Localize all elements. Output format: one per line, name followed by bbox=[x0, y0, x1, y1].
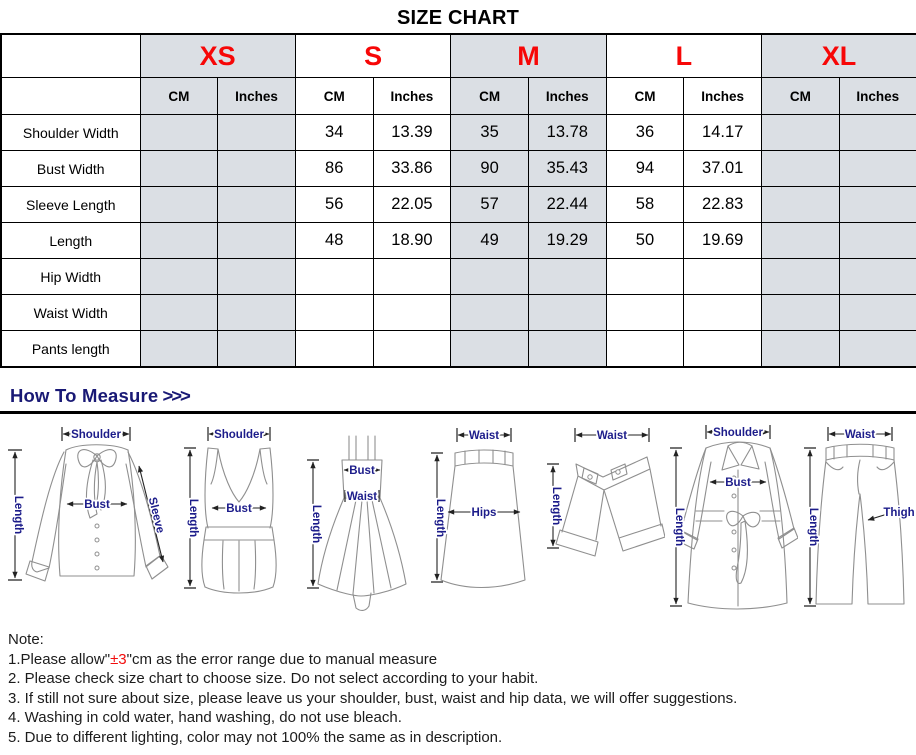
size-value-cell bbox=[140, 331, 218, 368]
measure-label-bust: Bust bbox=[349, 465, 376, 477]
note-text: "cm as the error range due to manual measure bbox=[126, 650, 438, 668]
note-line bbox=[8, 669, 916, 689]
shorts-diagram bbox=[539, 420, 665, 620]
blouse-diagram bbox=[0, 420, 176, 620]
size-value-cell: 14.17 bbox=[684, 115, 762, 151]
size-value-cell bbox=[684, 331, 762, 368]
size-column-header-xl: XL bbox=[762, 34, 916, 78]
measure-label-sleeve: Sleeve bbox=[145, 496, 167, 535]
skirt-measure-lines bbox=[431, 428, 520, 582]
size-value-cell: 86 bbox=[295, 151, 373, 187]
size-column-header-xs: XS bbox=[140, 34, 295, 78]
size-value-cell: 18.90 bbox=[373, 223, 451, 259]
size-value-cell: 13.39 bbox=[373, 115, 451, 151]
unit-header-cm: CM bbox=[140, 78, 218, 115]
measure-label-length: Length bbox=[310, 504, 323, 544]
note-line bbox=[8, 708, 916, 728]
measure-label-length: Length bbox=[673, 507, 686, 547]
size-value-cell: 35.43 bbox=[528, 151, 606, 187]
coat-diagram bbox=[666, 420, 798, 620]
blouse-outline bbox=[26, 445, 168, 581]
size-column-header-s: S bbox=[295, 34, 450, 78]
page-title: SIZE CHART bbox=[397, 7, 519, 29]
row-label: Waist Width bbox=[1, 295, 140, 331]
note-text: 3. If still not sure about size, please leave us your shoulder, bust, waist and hip data, we will offer suggestions. bbox=[8, 689, 738, 707]
row-label: Hip Width bbox=[1, 259, 140, 295]
corner-cell bbox=[1, 34, 140, 78]
row-label: Length bbox=[1, 223, 140, 259]
size-value-cell bbox=[606, 331, 684, 368]
unit-header-cm: CM bbox=[451, 78, 529, 115]
measure-label-length: Length bbox=[549, 486, 562, 526]
size-value-cell bbox=[762, 259, 840, 295]
size-value-cell bbox=[295, 259, 373, 295]
size-value-cell: 22.05 bbox=[373, 187, 451, 223]
size-value-cell bbox=[606, 295, 684, 331]
note-text: 2. Please check size chart to choose size. Do not select according to your habit. bbox=[8, 670, 539, 687]
skirt-diagram bbox=[425, 420, 537, 620]
size-value-cell bbox=[762, 295, 840, 331]
size-value-cell: 33.86 bbox=[373, 151, 451, 187]
size-value-cell bbox=[218, 295, 296, 331]
unit-header-inches: Inches bbox=[684, 78, 762, 115]
coat-outline bbox=[676, 442, 798, 609]
table-row bbox=[1, 151, 916, 187]
measure-label-hips: Hips bbox=[471, 507, 497, 519]
row-label: Sleeve Length bbox=[1, 187, 140, 223]
size-value-cell bbox=[451, 331, 529, 368]
measure-diagrams-row bbox=[0, 420, 916, 622]
size-value-cell bbox=[762, 151, 840, 187]
size-value-cell bbox=[762, 115, 840, 151]
shorts-outline bbox=[556, 457, 665, 556]
size-value-cell bbox=[140, 223, 218, 259]
size-chart-table bbox=[0, 33, 916, 368]
size-value-cell bbox=[839, 295, 916, 331]
size-value-cell bbox=[839, 331, 916, 368]
size-value-cell: 49 bbox=[451, 223, 529, 259]
size-value-cell: 48 bbox=[295, 223, 373, 259]
size-value-cell bbox=[140, 151, 218, 187]
size-value-cell bbox=[451, 259, 529, 295]
table-row bbox=[1, 259, 916, 295]
size-value-cell bbox=[295, 331, 373, 368]
size-value-cell bbox=[762, 223, 840, 259]
unit-header-cm: CM bbox=[606, 78, 684, 115]
how-to-measure-heading bbox=[10, 385, 916, 409]
size-value-cell: 58 bbox=[606, 187, 684, 223]
tank-top-measure-lines bbox=[184, 427, 270, 588]
size-value-cell: 35 bbox=[451, 115, 529, 151]
size-value-cell bbox=[839, 259, 916, 295]
row-label: Shoulder Width bbox=[1, 115, 140, 151]
table-row bbox=[1, 187, 916, 223]
size-value-cell bbox=[839, 187, 916, 223]
corner-cell bbox=[1, 78, 140, 115]
size-value-cell bbox=[528, 259, 606, 295]
size-value-cell bbox=[373, 295, 451, 331]
note-text: 4. Washing in cold water, hand washing, do not use bleach. bbox=[8, 709, 402, 726]
unit-header-inches: Inches bbox=[373, 78, 451, 115]
size-value-cell bbox=[140, 187, 218, 223]
tank-top-outline bbox=[202, 448, 276, 593]
pants-outline bbox=[816, 444, 904, 604]
note-line bbox=[8, 689, 916, 709]
measure-label-bust: Bust bbox=[725, 477, 752, 489]
size-value-cell bbox=[218, 187, 296, 223]
size-value-cell bbox=[762, 187, 840, 223]
size-column-header-m: M bbox=[451, 34, 606, 78]
measure-label-waist: Waist bbox=[844, 429, 876, 441]
note-highlight: ±3 bbox=[110, 650, 127, 668]
unit-header-inches: Inches bbox=[218, 78, 296, 115]
size-value-cell bbox=[684, 295, 762, 331]
size-value-cell bbox=[218, 331, 296, 368]
unit-header-row bbox=[1, 78, 916, 115]
size-value-cell bbox=[140, 295, 218, 331]
size-value-cell: 37.01 bbox=[684, 151, 762, 187]
size-value-cell: 56 bbox=[295, 187, 373, 223]
table-row bbox=[1, 115, 916, 151]
measure-label-shoulder: Shoulder bbox=[713, 427, 764, 439]
size-value-cell: 94 bbox=[606, 151, 684, 187]
size-value-cell bbox=[839, 223, 916, 259]
table-row bbox=[1, 331, 916, 368]
size-value-cell bbox=[140, 115, 218, 151]
size-value-cell: 90 bbox=[451, 151, 529, 187]
tank-top-diagram bbox=[178, 420, 300, 620]
size-value-cell bbox=[839, 115, 916, 151]
size-value-cell bbox=[373, 259, 451, 295]
size-value-cell bbox=[762, 331, 840, 368]
dress-outline bbox=[318, 436, 406, 610]
size-value-cell bbox=[839, 151, 916, 187]
measure-label-shoulder: Shoulder bbox=[71, 429, 121, 441]
notes-section bbox=[8, 630, 916, 747]
size-value-cell: 22.44 bbox=[528, 187, 606, 223]
size-value-cell bbox=[218, 259, 296, 295]
size-value-cell: 36 bbox=[606, 115, 684, 151]
measure-label-waist: Waist bbox=[347, 491, 378, 503]
size-value-cell: 57 bbox=[451, 187, 529, 223]
measure-label-length: Length bbox=[806, 507, 819, 547]
size-value-cell bbox=[528, 331, 606, 368]
notes-heading: Note: bbox=[8, 631, 44, 648]
table-row bbox=[1, 223, 916, 259]
note-text: 1.Please allow" bbox=[8, 650, 111, 668]
table-row bbox=[1, 295, 916, 331]
section-divider bbox=[0, 411, 916, 414]
measure-label-length: Length bbox=[433, 498, 446, 538]
note-text: 5. Due to different lighting, color may not 100% the same as in description. bbox=[8, 728, 503, 746]
size-value-cell: 50 bbox=[606, 223, 684, 259]
measure-label-waist: Waist bbox=[596, 430, 627, 442]
measure-label-length: Length bbox=[186, 498, 199, 538]
size-value-cell bbox=[218, 223, 296, 259]
size-value-cell bbox=[218, 115, 296, 151]
triple-chevron-icon: >>> bbox=[162, 385, 189, 406]
measure-label-waist: Waist bbox=[468, 430, 500, 442]
size-value-cell: 19.29 bbox=[528, 223, 606, 259]
size-value-cell: 13.78 bbox=[528, 115, 606, 151]
pants-diagram bbox=[800, 420, 916, 620]
unit-header-cm: CM bbox=[762, 78, 840, 115]
coat-measure-lines bbox=[670, 425, 770, 606]
size-header-row bbox=[1, 34, 916, 78]
size-value-cell bbox=[295, 295, 373, 331]
size-value-cell bbox=[218, 151, 296, 187]
size-value-cell bbox=[528, 295, 606, 331]
size-column-header-l: L bbox=[606, 34, 761, 78]
unit-header-inches: Inches bbox=[839, 78, 916, 115]
unit-header-inches: Inches bbox=[528, 78, 606, 115]
measure-label-bust: Bust bbox=[225, 503, 252, 515]
size-table-body bbox=[1, 115, 916, 368]
size-value-cell bbox=[373, 331, 451, 368]
note-line bbox=[8, 728, 916, 748]
size-value-cell bbox=[140, 259, 218, 295]
size-value-cell bbox=[606, 259, 684, 295]
size-value-cell: 19.69 bbox=[684, 223, 762, 259]
how-to-measure-label: How To Measure bbox=[10, 385, 159, 406]
size-value-cell bbox=[684, 259, 762, 295]
size-value-cell bbox=[451, 295, 529, 331]
dress-diagram bbox=[301, 420, 423, 620]
measure-label-thigh: Thigh bbox=[883, 507, 915, 519]
size-value-cell: 34 bbox=[295, 115, 373, 151]
row-label: Bust Width bbox=[1, 151, 140, 187]
note-line bbox=[8, 650, 916, 670]
measure-label-length: Length bbox=[12, 495, 24, 535]
size-value-cell: 22.83 bbox=[684, 187, 762, 223]
unit-header-cm: CM bbox=[295, 78, 373, 115]
measure-label-bust: Bust bbox=[84, 499, 110, 511]
measure-label-shoulder: Shoulder bbox=[213, 429, 264, 441]
row-label: Pants length bbox=[1, 331, 140, 368]
